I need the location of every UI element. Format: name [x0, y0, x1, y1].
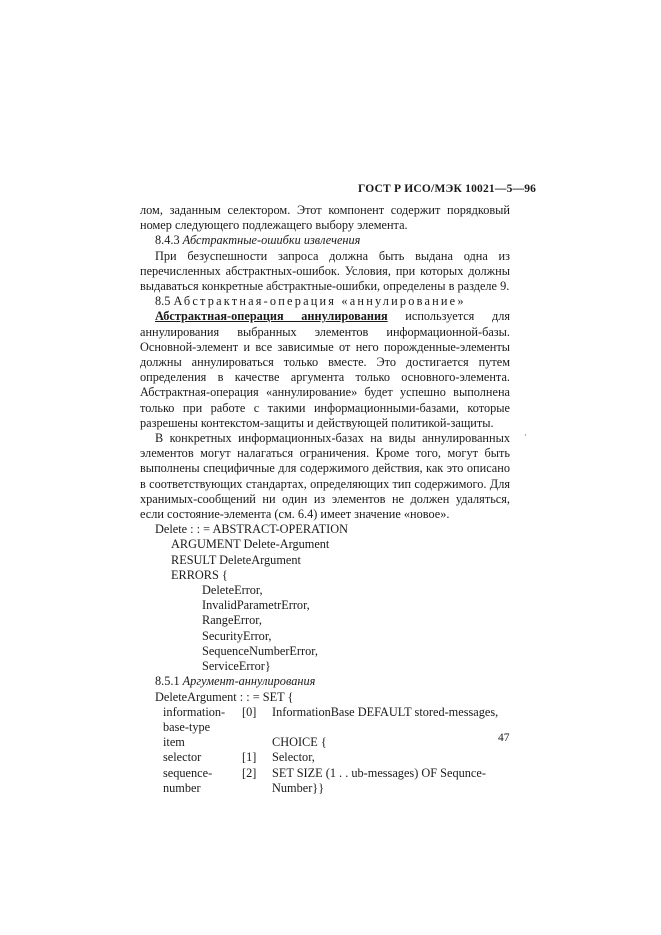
field-type: InformationBase DEFAULT stored-messages, — [272, 704, 499, 719]
field-name: selector — [163, 750, 202, 765]
asn-field-row — [140, 750, 510, 765]
section-number: 8.4.3 — [155, 233, 183, 248]
code-line-error: ServiceError} — [202, 659, 271, 674]
field-type: Selector, — [272, 750, 315, 765]
section-number: 8.5 — [155, 294, 174, 309]
paragraph-text: используется для аннулирования выбранных элементов информационной-базы. Основной-элемент и все зависимые от него порожденные-элементы должны аннулироваться только вместе. Это достигается путем определения в качестве аргумента только основного-элемента. Абстрактная-операция «аннулирование» будет успешно выполнена только при работе с такими информационными-базами, которые разрешены контекстом-защиты и действующей политикой-защиты. — [140, 309, 510, 430]
code-line-error: DeleteError, — [202, 583, 263, 598]
code-line-error: SecurityError, — [202, 628, 272, 643]
section-number: 8.5.1 — [155, 674, 183, 689]
stray-mark: · — [524, 430, 527, 440]
paragraph-delete-operation — [140, 309, 510, 431]
code-line-error: SequenceNumberError, — [202, 643, 318, 658]
paragraph-continuation: лом, заданным селектором. Этот компонент содержит порядковый номер следующего подлежащего выбору элемента. — [140, 203, 510, 233]
field-type: CHOICE { — [272, 735, 327, 750]
section-8-4-3-heading — [140, 233, 510, 248]
code-line: ARGUMENT Delete-Argument — [171, 537, 330, 552]
field-name: sequence-number — [163, 765, 213, 795]
asn-field-row — [140, 705, 510, 735]
code-line: Delete : : = ABSTRACT-OPERATION — [155, 522, 348, 537]
code-line: DeleteArgument : : = SET { — [155, 689, 294, 704]
section-title: Абстрактная-операция «аннулирование» — [173, 294, 466, 309]
document-header: ГОСТ Р ИСО/МЭК 10021—5—96 — [358, 183, 537, 195]
field-type: SET SIZE (1 . . ub-messages) OF Sequnce-Number}} — [272, 765, 486, 795]
section-title: Аргумент-аннулирования — [182, 674, 316, 689]
field-name: item — [163, 735, 185, 750]
paragraph-restrictions: В конкретных информационных-базах на виды аннулированных элементов могут налагаться ограничения. Кроме того, могут быть выполнены специфичные для содержимого действия, как это описано в соответствующих стандартах, определяющих тип содержимого. Для хранимых-сообщений ни один из элементов не должен удаляться, если состояние-элемента (см. 6.4) имеет значение «новое». — [140, 431, 510, 522]
code-line-error: RangeError, — [202, 613, 262, 628]
code-line: ERRORS { — [171, 567, 228, 582]
field-tag: [1] — [242, 750, 257, 765]
paragraph-errors: При безуспешности запроса должна быть выдана одна из перечисленных абстрактных-ошибок. Условия, при которых должны выдаваться конкретные абстрактные-ошибки, определены в разделе 9. — [140, 248, 510, 294]
page-number: 47 — [498, 732, 510, 744]
section-8-5-1-heading — [140, 674, 510, 689]
field-tag: [0] — [242, 704, 257, 719]
field-tag — [242, 735, 272, 750]
code-line-error: InvalidParametrError, — [202, 598, 310, 613]
field-tag: [2] — [242, 765, 257, 780]
section-title: Абстрактные-ошибки извлечения — [182, 233, 361, 248]
field-name: information-base-type — [163, 704, 226, 734]
section-8-5-heading — [140, 294, 510, 309]
asn-field-row — [140, 766, 510, 796]
page-body — [140, 203, 510, 796]
asn-field-row — [140, 735, 510, 750]
code-line: RESULT DeleteArgument — [171, 552, 301, 567]
emphasized-term: Абстрактная-операция аннулирования — [155, 309, 388, 324]
